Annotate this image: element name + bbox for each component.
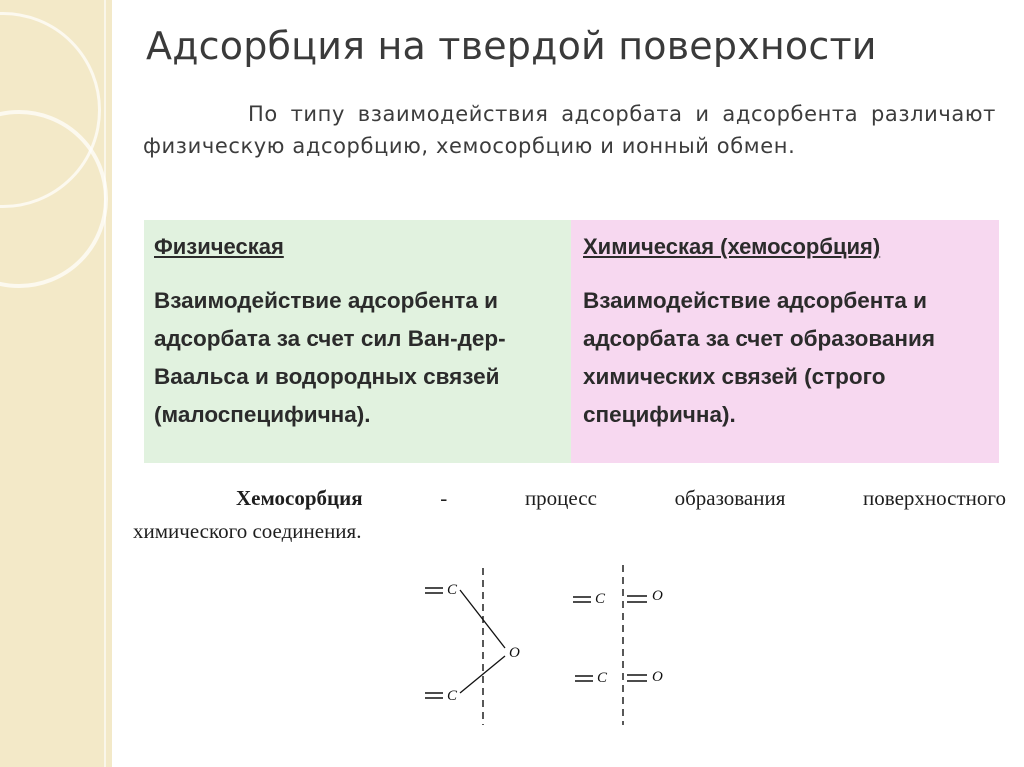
comparison-table [144,220,999,463]
decorative-line [104,0,106,767]
atom-label: O [652,669,663,685]
chemical-header: Химическая (хемосорбция) [583,234,881,259]
physical-adsorption-column [144,220,571,463]
atom-label: C [597,670,608,686]
atom-label: C [447,688,458,704]
definition-term: Хемосорбция [236,486,363,510]
double-bond-scheme [573,565,663,725]
atom-label: O [509,645,520,661]
bridged-scheme [425,568,520,725]
physical-header: Физическая [154,234,284,259]
definition-text-continued: химического соединения. [133,519,362,543]
atom-label: O [652,588,663,604]
chemisorption-diagram [405,560,705,730]
chemical-adsorption-column [571,220,999,463]
intro-paragraph: По типу взаимодействия адсорбата и адсорбента различают физическую адсорбцию, хемосорбцию и ионный обмен. [143,102,996,158]
decorative-side-panel [0,0,112,767]
atom-label: C [447,582,458,598]
definition-text: - процесс образования поверхностного [362,486,1006,510]
chemical-description: Взаимодействие адсорбента и адсорбата за счет образования химических связей (строго специфична). [583,288,935,427]
atom-label: C [595,591,606,607]
physical-description: Взаимодействие адсорбента и адсорбата за счет сил Ван-дер-Ваальса и водородных связей (малоспецифична). [154,288,506,427]
chemisorption-definition [133,482,1006,548]
slide-title: Адсорбция на твердой поверхности [146,24,877,68]
